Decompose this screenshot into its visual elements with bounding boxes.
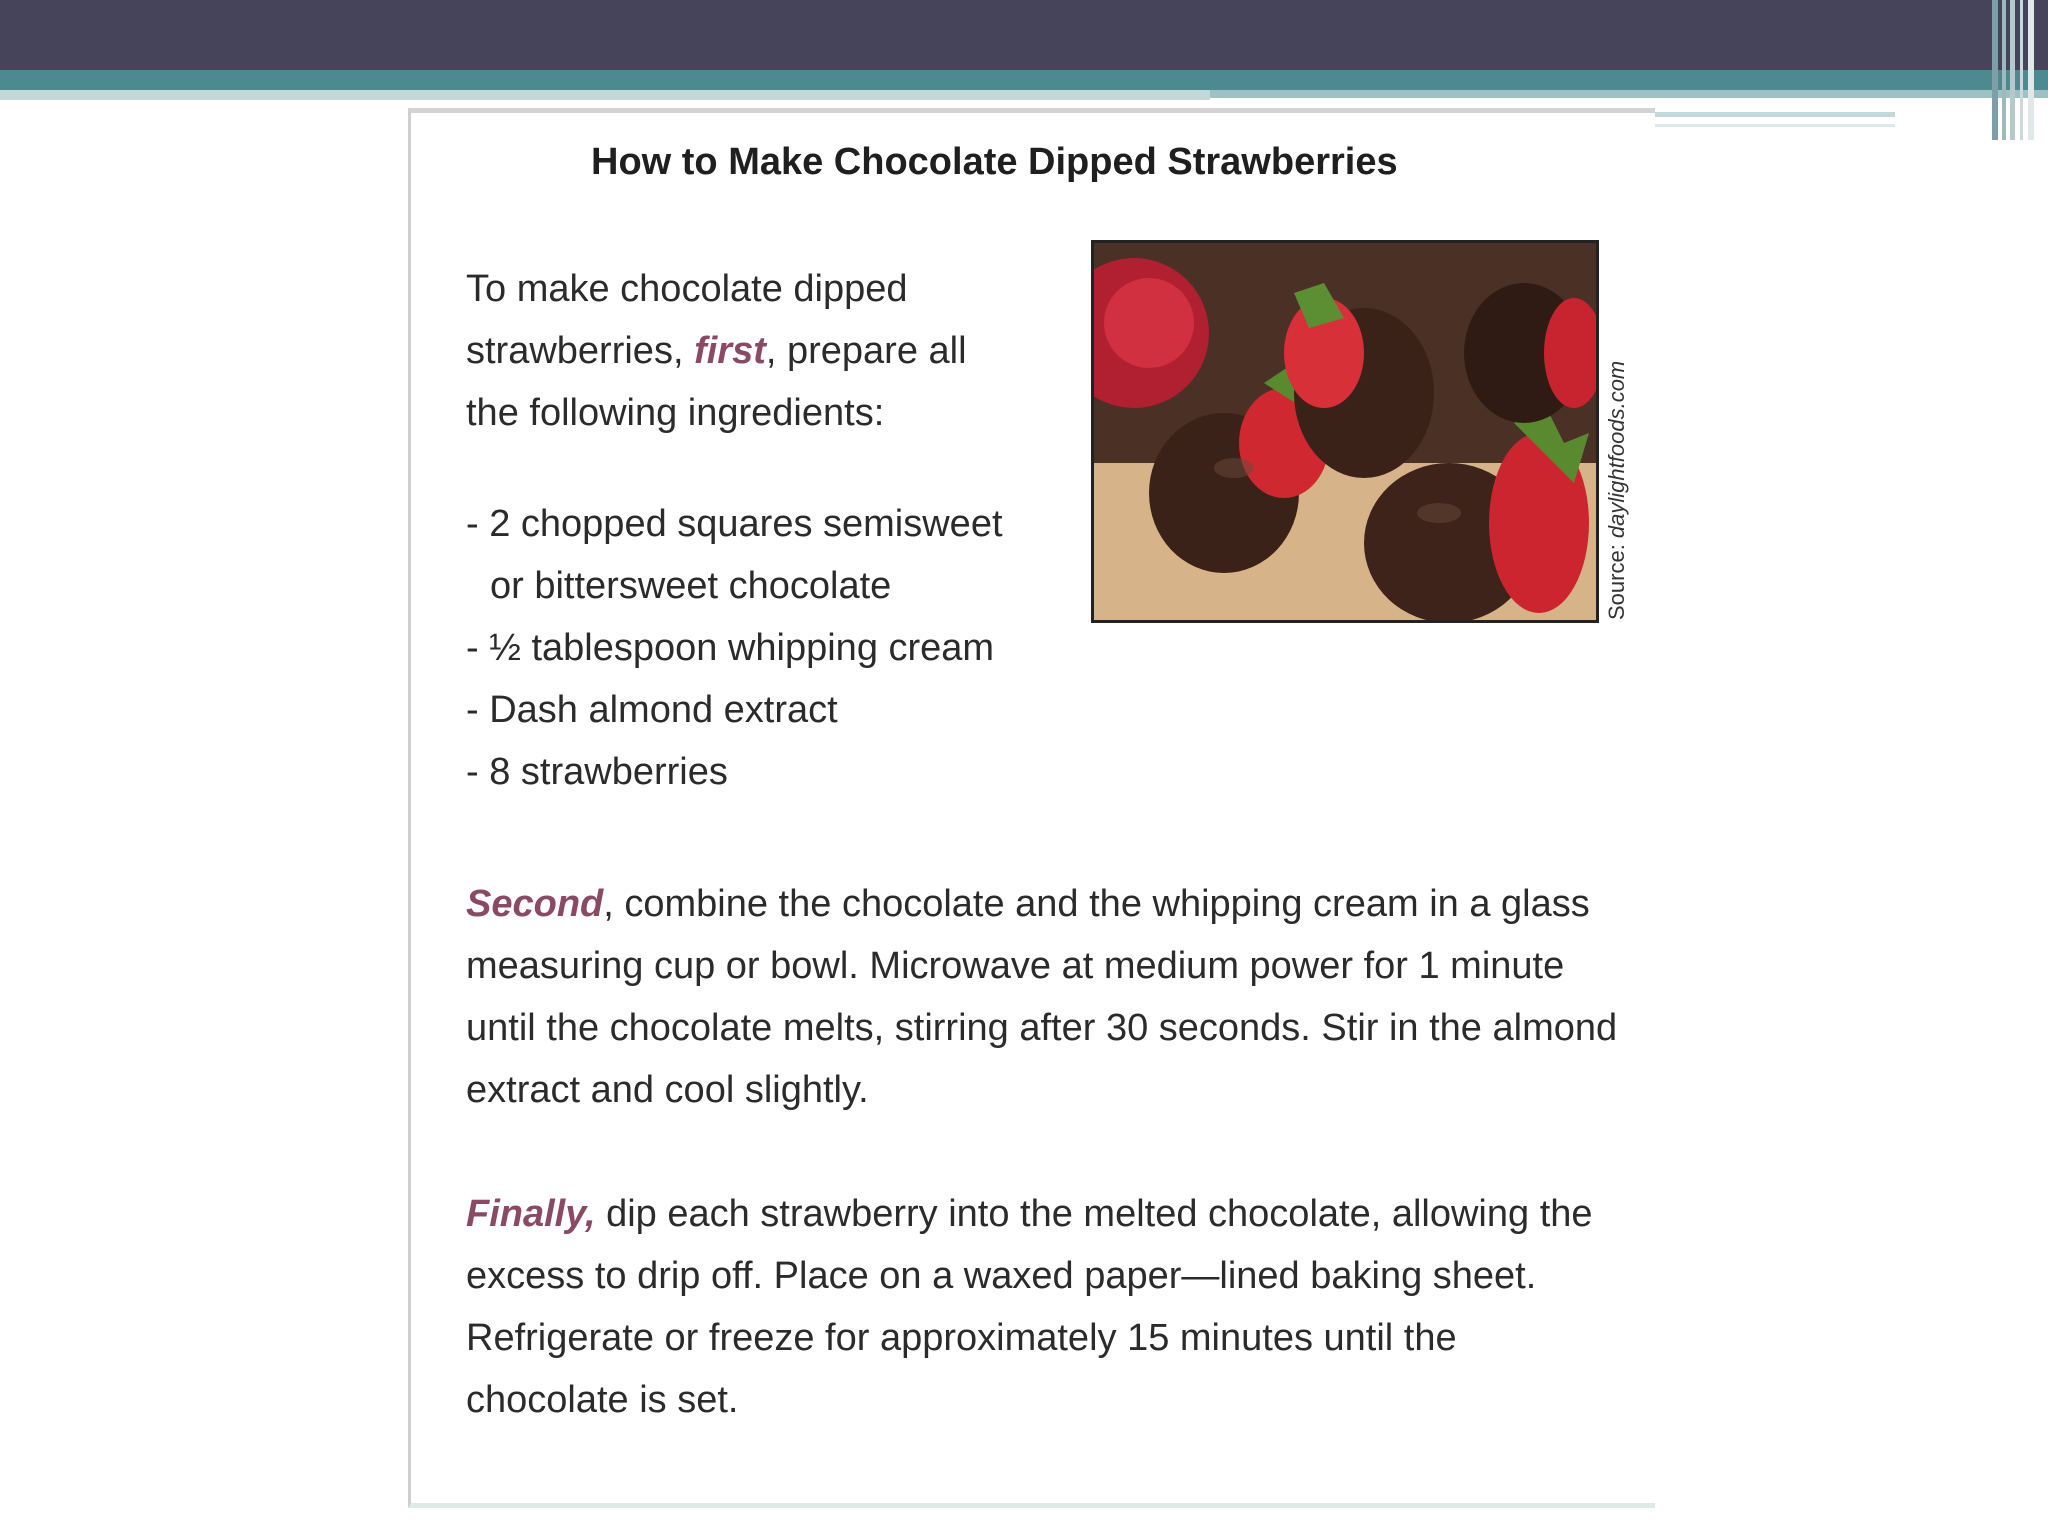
corner-stripe (2010, 0, 2015, 140)
step-two-text: , combine the chocolate and the whipping cream in a glass measuring cup or bowl. Microwave at medium power for 1 minute until the chocolate melts, stirring after 30 seconds. Stir in the almond extract and cool slightly. (466, 883, 1618, 1111)
intro-text-end: , prepare all the following ingredients: (466, 330, 967, 434)
photo-credit-url: daylightfoods.com (1604, 360, 1629, 539)
step-two-paragraph (466, 873, 1626, 1121)
step-three-text: dip each strawberry into the melted chocolate, allowing the excess to drip off. Place on a waxed paper—lined baking sheet. Refrigerate or freeze for approximately 15 minutes until the chocolate is set. (466, 1193, 1593, 1421)
keyword-second: Second (466, 883, 604, 925)
ingredient-item: - 2 chopped squares semisweet (466, 503, 1003, 545)
ingredient-item: - ½ tablespoon whipping cream (466, 627, 995, 669)
recipe-card (408, 108, 1655, 1508)
header-accent-bar (0, 70, 2048, 90)
photo-credit (1604, 240, 1634, 620)
step-three-paragraph (466, 1183, 1626, 1431)
corner-stripe (2020, 0, 2023, 140)
corner-stripe (2028, 0, 2034, 140)
recipe-title: How to Make Chocolate Dipped Strawberries (591, 141, 1398, 183)
ingredient-item: - 8 strawberries (466, 751, 728, 793)
corner-stripe (1992, 0, 1998, 140)
ingredient-list (466, 493, 1086, 803)
intro-text: To make chocolate dipped strawberries, (466, 268, 908, 372)
header-bar (0, 0, 2048, 70)
header-thin-line (1655, 112, 1895, 117)
ingredient-item-continuation: or bittersweet chocolate (490, 565, 892, 607)
keyword-finally: Finally, (466, 1193, 596, 1235)
header-light-bar (0, 90, 1210, 100)
keyword-first: first (694, 330, 766, 372)
intro-paragraph (466, 258, 1026, 444)
ingredient-item: - Dash almond extract (466, 689, 838, 731)
strawberries-illustration (1094, 243, 1596, 620)
strawberries-photo (1091, 240, 1599, 623)
photo-credit-label: Source: (1604, 538, 1629, 620)
corner-stripe (2002, 0, 2006, 140)
header-light-bar-right (1210, 90, 2048, 98)
header-thin-line-2 (1655, 124, 1895, 127)
